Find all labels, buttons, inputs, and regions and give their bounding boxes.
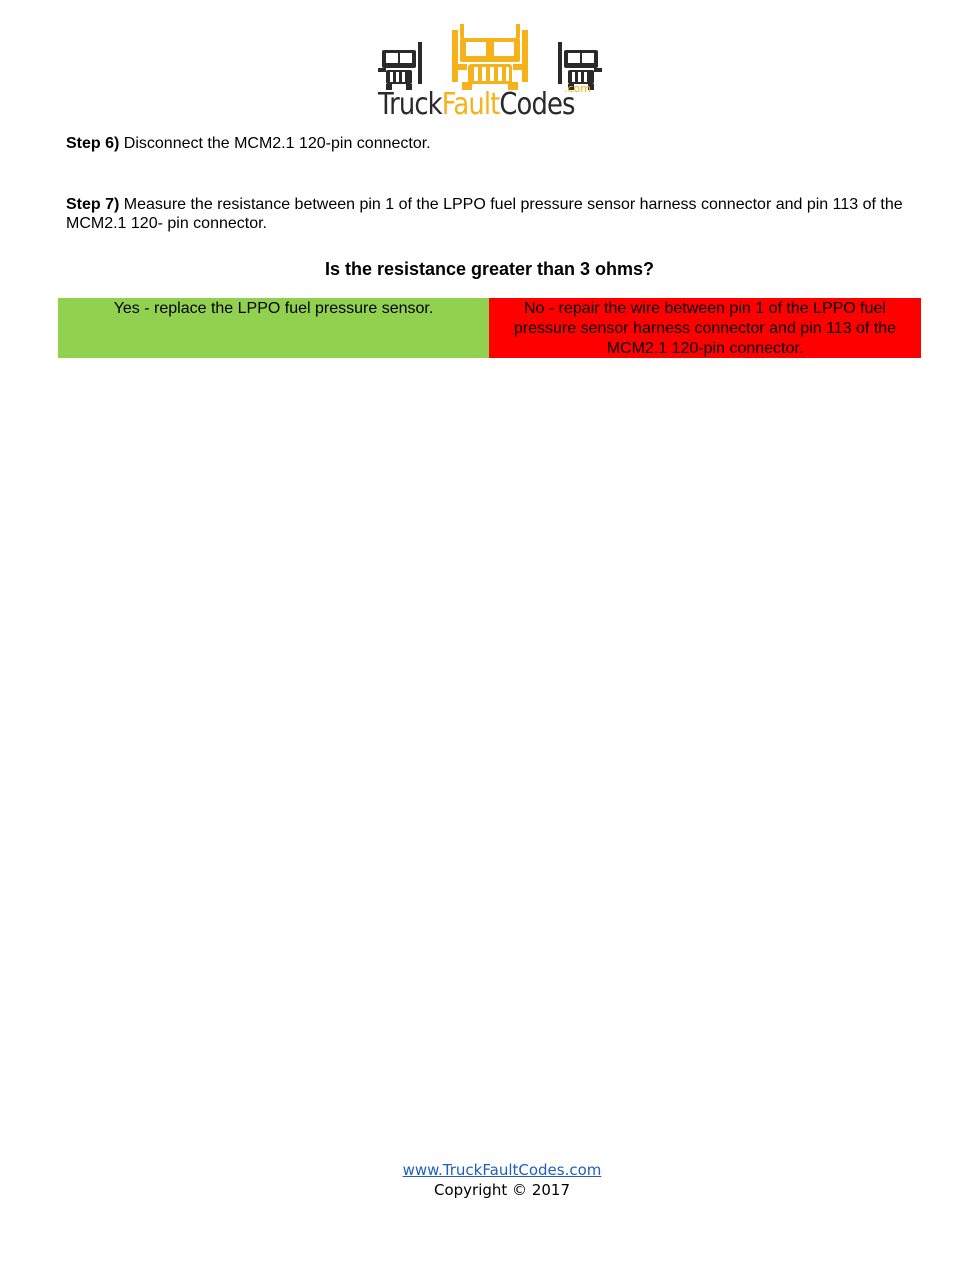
logo-word-codes: Codes <box>499 87 575 122</box>
logo-dotcom: .com <box>564 82 591 95</box>
step-6-text: Disconnect the MCM2.1 120-pin connector. <box>119 135 431 152</box>
logo-wordmark <box>378 86 575 124</box>
copyright-text: Copyright © 2017 <box>433 1181 570 1199</box>
truckfaultcodes-logo <box>378 20 602 126</box>
step-7 <box>66 195 916 233</box>
answer-yes-cell: Yes - replace the LPPO fuel pressure sensor. <box>58 298 489 358</box>
answer-no-cell: No - repair the wire between pin 1 of the LPPO fuel pressure sensor harness connector and pin 113 of the MCM2.1 120-pin connector. <box>489 298 921 358</box>
logo-word-truck: Truck <box>378 87 442 122</box>
answer-table <box>58 298 921 358</box>
question-heading: Is the resistance greater than 3 ohms? <box>324 259 655 279</box>
step-7-text: Measure the resistance between pin 1 of the LPPO fuel pressure sensor harness connector and pin 113 of the MCM2.1 120- pin connector. <box>66 196 903 232</box>
logo-word-fault: Fault <box>441 87 500 122</box>
website-link[interactable]: www.TruckFaultCodes.com <box>402 1161 602 1179</box>
truck-logo-icon <box>378 20 602 90</box>
step-6 <box>66 134 916 153</box>
step-7-label: Step 7) <box>66 196 120 213</box>
footer <box>0 1160 979 1200</box>
step-6-label: Step 6) <box>66 135 120 152</box>
